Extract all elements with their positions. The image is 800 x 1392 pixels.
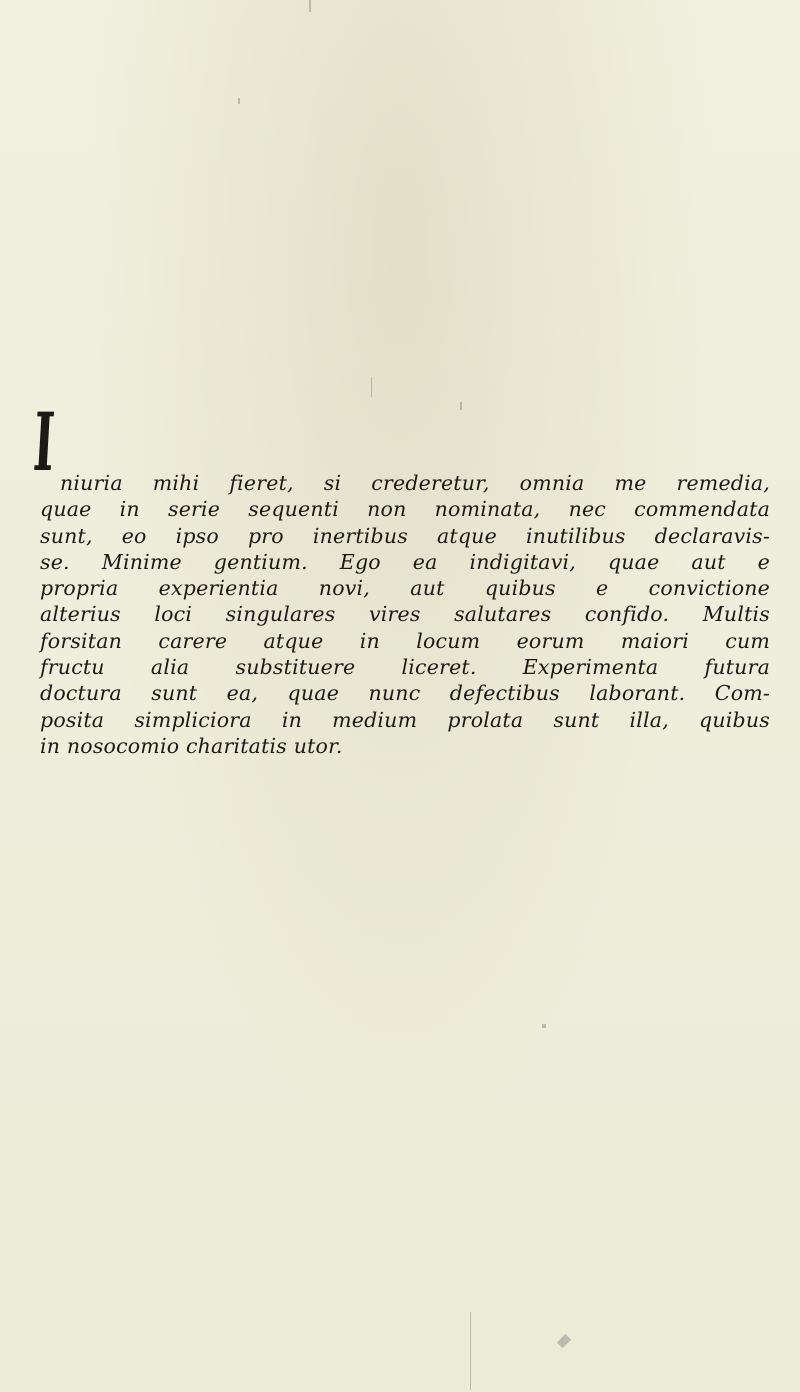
text-line-1: niuria mihi fieret, si crederetur, omnia me remedia,: [60, 471, 770, 495]
text-line-5: propria experientia novi, aut quibus e convictione: [40, 576, 770, 601]
text-line-9: doctura sunt ea, quae nunc defectibus laborant. Com-: [40, 681, 770, 706]
text-line-3: sunt, eo ipso pro inertibus atque inutilibus declaravis-: [40, 523, 770, 548]
paper-speck: [371, 377, 372, 397]
text-line-8: fructu alia substituere liceret. Experimenta futura: [40, 655, 770, 680]
text-line-6: alterius loci singulares vires salutares confido. Multis: [40, 602, 770, 627]
paper-speck: [557, 1334, 571, 1348]
paper-speck: [470, 1312, 471, 1390]
text-line-2: quae in serie sequenti non nominata, nec commendata: [40, 497, 770, 522]
text-line-4: se. Minime gentium. Ego ea indigitavi, quae aut e: [40, 549, 770, 574]
text-line-10: posita simpliciora in medium prolata sunt illa, quibus: [40, 707, 770, 732]
paper-speck: [460, 402, 462, 410]
paper-speck: [542, 1024, 546, 1028]
paper-speck: [238, 98, 240, 104]
drop-cap-initial: I: [30, 395, 57, 489]
paper-speck: [309, 0, 311, 12]
text-line-11: in nosocomio charitatis utor.: [40, 733, 343, 758]
text-line-7: forsitan carere atque in locum eorum maiori cum: [40, 628, 770, 653]
body-paragraph: [40, 470, 770, 759]
